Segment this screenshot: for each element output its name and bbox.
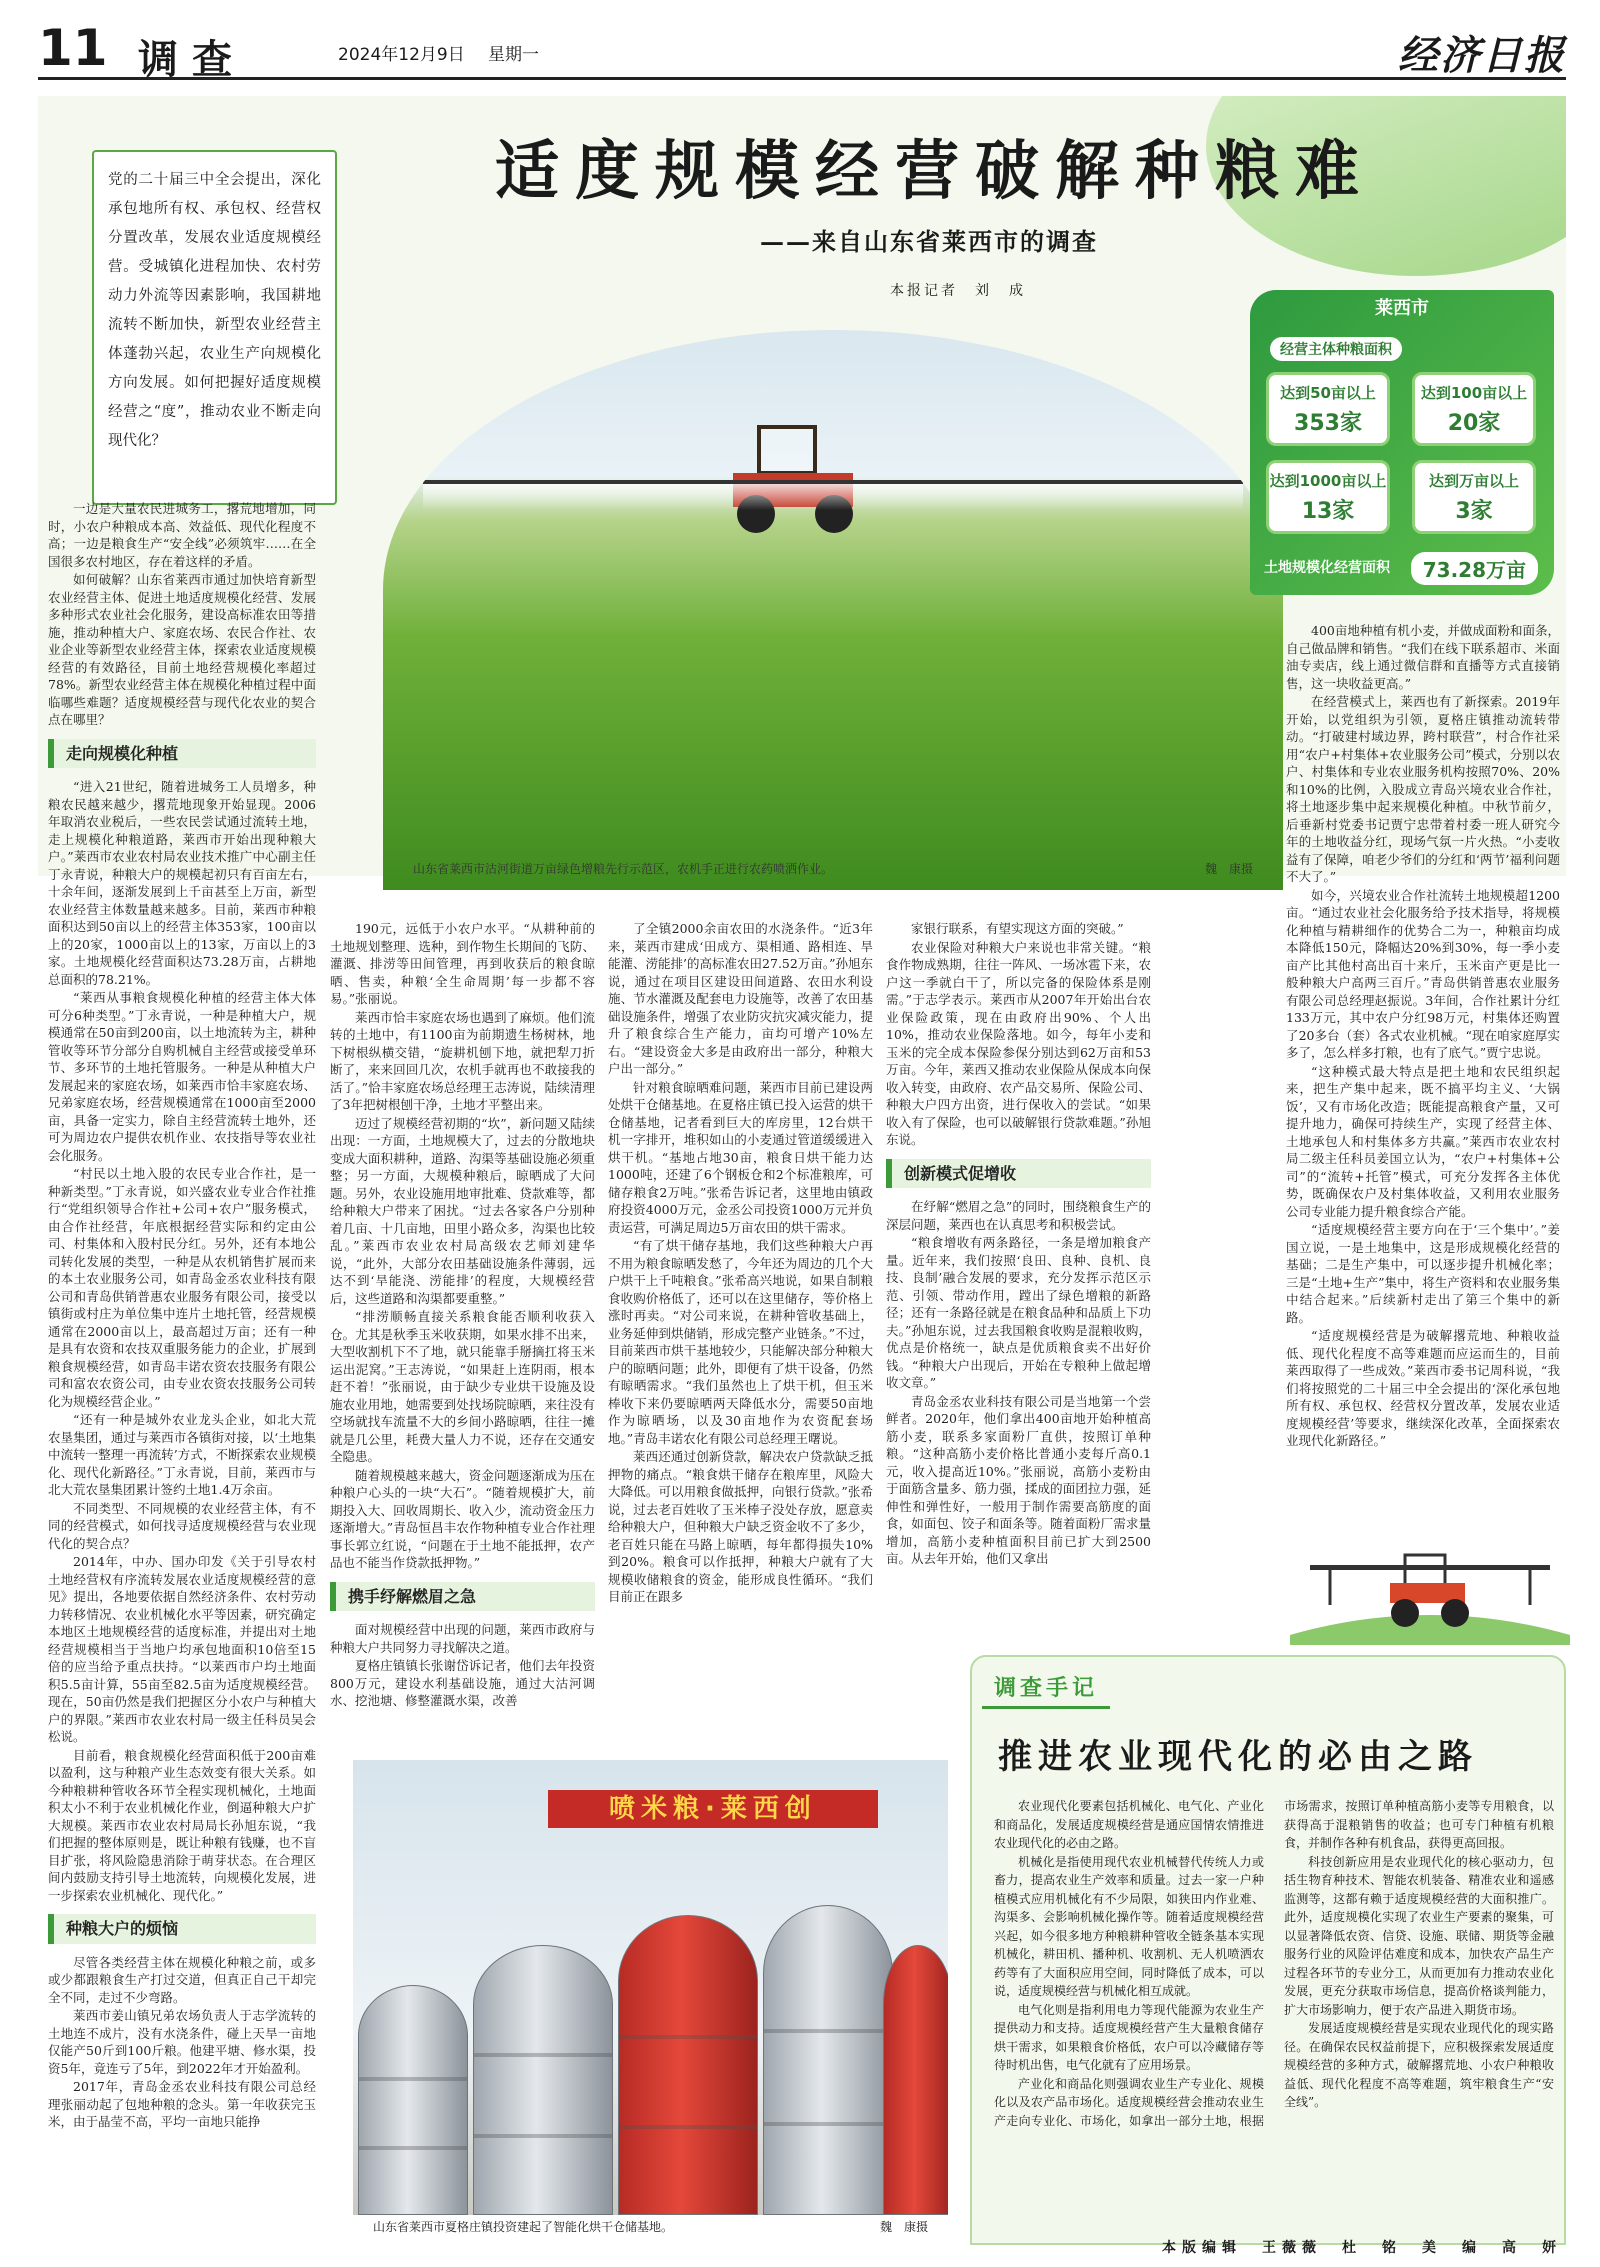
paragraph: 夏格庄镇镇长张谢岱诉记者，他们去年投资800万元，建设水利基础设施，通过大沽河调水、挖池塘、修整灌溉水渠，改善 (330, 1658, 595, 1708)
paragraph: 如今，兴境农业合作社流转土地规模超1200亩。“通过农业社会化服务给予技术指导，将规模化种植与精耕细作的优势合二为一，种粮亩均成本降低150元，降幅达20%到30%，每一季小麦亩产比其他村高出百十来斤，玉米亩产更是比一般种粮大户高两三百斤。”青岛供销普惠农业服务有限公司总经理赵振说。3年间，合作社累计分红133万元，其中农户分红98万元，村集体还购置了20多台（套）各式农业机械。“现在咱家庭厚实多了，怎么样多打粮，也有了底气。”贾宁忠说。 (1286, 887, 1560, 1060)
stat-card (1412, 372, 1536, 446)
paragraph: 2017年，青岛金丞农业科技有限公司总经理张丽动起了包地种粮的念头。第一年收获完玉米，由于晶莹不高，平均一亩地只能挣 (48, 2079, 316, 2129)
stat-card (1412, 460, 1536, 534)
stat-label: 达到万亩以上 (1428, 472, 1519, 490)
stat-card (1266, 372, 1390, 446)
paragraph: 2014年，中办、国办印发《关于引导农村土地经营权有序流转发展农业适度规模经营的意见》提出，各地要依据自然经济条件、农村劳动力转移情况、农业机械化水平等因素，研究确定本地区土地规模经营的适度标准，并提出对土地经营规模相当于当地户均承包地面积10倍至15倍的应当给予重点扶持。“以莱西市户均土地面积5.5亩计算，55亩至82.5亩为适度规模经营。现在，50亩仍然是我们把握区分小农户与种植大户的界限。”莱西市农业农村局一级主任科员吴会松说。 (48, 1554, 316, 1744)
paragraph: 青岛金丞农业科技有限公司是当地第一个尝鲜者。2020年，他们拿出400亩地开始种植高筋小麦，联系多家面粉厂直供，按照订单种粮。“这种高筋小麦价格比普通小麦每斤高0.1元，收入提高近10%。”张丽说，高筋小麦粉由于面筋含量多、筋力强，揉成的面团拉力强，延伸性和弹性好，一般用于制作需要高筋度的面食，如面包、饺子和面条等。随着面粉厂需求量增加，高筋小麦种植面积目前已扩大到2500亩。从去年开始，他们又拿出 (886, 1393, 1151, 1566)
paragraph: 莱西市姜山镇兄弟农场负责人于志学流转的土地连不成片，没有水浇条件，碰上天旱一亩地仅能产50斤到100斤粮。他建平塘、修水渠，投资5年，竟连亏了5年，到2022年才开始盈利。 (48, 2008, 316, 2076)
paragraph: 了全镇2000余亩农田的水浇条件。“近3年来，莱西市建成‘田成方、渠相通、路相连、旱能灌、涝能排’的高标准农田27.52万亩。”孙旭东说，通过在项目区建设田间道路、农田水利设施、节水灌溉及配套电力设施等，改善了农田基础设施条件，增强了农业防灾抗灾减灾能力，提升了粮食综合生产能力，亩均可增产10%左右。“建设资金大多是由政府出一部分，种粮大户出一部分。” (608, 921, 873, 1076)
main-photo-credit: 魏 康摄 (1204, 862, 1253, 876)
stat-label: 达到1000亩以上 (1269, 472, 1387, 490)
paragraph: 如何破解？山东省莱西市通过加快培育新型农业经营主体、促进土地适度规模化经营、发展多种形式农业社会化服务，建设高标准农田等措施，推动种植大户、家庭农场、农民合作社、农业企业等新型农业经营主体，探索农业适度规模经营的有效路径，目前土地经营规模化率超过78%。新型农业经营主体在规模化种植过程中面临哪些难题？适度规模经营与现代化农业的契合点在哪里？ (48, 572, 316, 727)
stat-card (1266, 460, 1390, 534)
lower-photo-caption-text: 山东省莱西市夏格庄镇投资建起了智能化烘干仓储基地。 (373, 2220, 674, 2234)
paragraph: “村民以土地入股的农民专业合作社，是一种新类型。”丁永青说，如兴盛农业专业合作社推行“党组织领导合作社+公司+农户”服务模式，由合作社经营，年底根据经营实际和约定由公司、村集体和入股村民分红。另外，还有本地公司转化发展的类型，一种是从农机销售扩展而来的本土农业服务公司，如青岛金丞农业科技有限公司和青岛供销普惠农业服务有限公司，接受以镇街或村庄为单位集中连片土地托管，经营规模通常在2000亩以上，最高超过万亩；还有一种是具有农资和农技双重服务能力的企业，扩展到粮食规模经营，如青岛丰诺农资农技服务有限公司和富农农资公司，由专业农资农技服务公司转化为规模经营企业。” (48, 1166, 316, 1409)
stat-value: 20家 (1447, 411, 1501, 436)
stat-value: 353家 (1294, 411, 1362, 436)
article-column-2 (330, 920, 595, 1750)
paragraph: 家银行联系，有望实现这方面的突破。” (911, 921, 1124, 936)
paragraph: 一边是大量农民进城务工，撂荒地增加，同时，小农户种粮成本高、效益低、现代化程度不高；一边是粮食生产“安全线”必须筑牢……在全国很多农村地区，存在着这样的矛盾。 (48, 501, 316, 569)
paragraph: 在经营模式上，莱西也有了新探索。2019年开始，以党组织为引领，夏格庄镇推动流转带动。“打破建村域边界，跨村联营”，村合作社采用“农户+村集体+农业服务公司”模式，分别以农户、村集体和专业农业服务机构按照70%、20%和10%的比例，入股成立青岛兴境农业合作社，将土地逐步集中起来规模化种植。中秋节前夕，后垂新村党委书记贾宁忠带着村委一班人研究今年的土地收益分红，现场气氛一片火热。“小麦收益有了保障，咱老少爷们的分红和‘两节’福利问题不大了。” (1286, 694, 1560, 884)
paragraph: “莱西从事粮食规模化种植的经营主体大体可分6种类型。”丁永青说，一种是种植大户，规模通常在50亩到200亩，以土地流转为主，耕种管收等环节分部分自购机械自主经营或接受单环节、多环节的土地托管服务。一种是从种植大户发展起来的家庭农场，如莱西市恰丰家庭农场、兄弟家庭农场，经营规模通常在1000亩至2000亩，具备一定实力，除自主经营流转土地外，还可为周边农户提供农机作业、农技指导等农业社会化服务。 (48, 990, 316, 1163)
paragraph: 农业保险对种粮大户来说也非常关键。“粮食作物成熟期，往往一阵风、一场冰雹下来，农户这一季就白干了，所以完备的保险体系是刚需。”于志学表示。莱西市从2007年开始出台农业保险政策，现在由政府出90%、个人出10%，推动农业保险落地。如今，每年小麦和玉米的完全成本保险参保分别达到62万亩和53万亩。今年，莱西又推动农业保险从保成本向保收入转变，由政府、农产品交易所、保险公司、种粮大户四方出资，进行保收入的尝试。“如果收入有了保险，也可以破解银行贷款难题。”孙旭东说。 (886, 939, 1151, 1147)
section-heading: 携手纾解燃眉之急 (330, 1582, 595, 1612)
paragraph: 农业现代化要素包括机械化、电气化、产业化和商品化，发展适度规模经营是通应国情农情推进农业现代化的必由之路。 (994, 1799, 1264, 1850)
paragraph: “这种模式最大特点是把土地和农民组织起来，把生产集中起来，既不搞平均主义、‘大锅饭’，又有市场化改造；既能提高粮食产量，又可提升地力，确保可持续生产，实现了经营主体、土地承包人和村集体多方共赢。”莱西市农业农村局二级主任科员姜国立认为，“农户+村集体+公司”的“流转+托管”模式，可充分发挥各主体优势，既确保农户及村集体收益，又利用农业服务公司专业能力提升粮食综合产能。 (1286, 1063, 1560, 1219)
paragraph: 莱西还通过创新贷款，解决农户贷款缺乏抵押物的痛点。“粮食烘干储存在粮库里，风险大大降低。可以用粮食做抵押，向银行贷款。”张希说，过去老百姓收了玉米棒子没处存放，愿意卖给种粮大户，但种粮大户缺乏资金收不了多少，老百姓只能在马路上晾晒，每年都得损失10%到20%。粮食可以作抵押，种粮大户就有了大规模收储粮食的资金，能形成良性循环。“我们目前正在跟多 (608, 1449, 873, 1604)
main-photo-caption (383, 860, 1283, 877)
issue-date: 2024年12月9日 (338, 45, 465, 65)
land-scale-value: 73.28万亩 (1411, 552, 1538, 585)
intro-box: 党的二十届三中全会提出，深化承包地所有权、承包权、经营权分置改革，发展农业适度规模经营。受城镇化进程加快、农村劳动力外流等因素影响，我国耕地流转不断加快，新型农业经营主体蓬勃兴起，农业生产向规模化方向发展。如何把握好适度规模经营之“度”，推动农业不断走向现代化？ (92, 150, 337, 505)
paragraph: 科技创新应用是农业现代化的核心驱动力，包括生物育种技术、智能农机装备、精准农业和遥感监测等，这都有赖于适度规模经营的大面积推广。此外，适度规模化实现了农业生产要素的聚集，可以显著降低农资、信贷、设施、联储、期货等金融服务行业的风险评估难度和成本，加快农产品生产过程各环节的专业分工，从而更加有力推动农业化发展，更充分获取市场信息，提高价格谈判能力，扩大市场影响力，便于农产品进入期货市场。 (1284, 1854, 1554, 2017)
paragraph: 随着规模越来越大，资金问题逐渐成为压在种粮户心头的一块“大石”。“随着规模扩大，前期投入大、回收周期长、收入少，流动资金压力逐渐增大。”青岛恒昌丰农作物种植专业合作社理事长郭立红说，“问题在于土地不能抵押，农产品也不能当作贷款抵押物。” (330, 1467, 595, 1570)
headline: 适度规模经营破解种粮难 (495, 135, 1375, 209)
paragraph: 莱西市恰丰家庭农场也遇到了麻烦。他们流转的土地中，有1100亩为前期遗生杨树林，地下树根纵横交错，“旋耕机刨下地，就把犁刀折断了，来来回回几次，农机手就再也不敢接我的活了。”恰丰家庭农场总经理王志涛说，陆续清理了3年把树根刨干净，土地才平整出来。 (330, 1009, 595, 1112)
page-header (38, 18, 1566, 83)
paragraph: 发展适度规模经营是实现农业现代化的现实路径。在确保农民权益前提下，应积极探索发展适度规模经营的多种方式，破解撂荒地、小农户种粮收益低、现代化程度不高等难题，筑牢粮食生产“安全线”。 (1284, 2021, 1554, 2109)
silo (763, 1905, 893, 2215)
section-heading: 创新模式促增收 (886, 1159, 1151, 1189)
silo (358, 1985, 468, 2215)
stats-panel (1250, 290, 1554, 595)
paragraph: 面对规模经营中出现的问题，莱西市政府与种粮大户共同努力寻找解决之道。 (330, 1622, 595, 1655)
section-title: 调查 (138, 37, 246, 83)
byline: 本报记者 刘 成 (890, 283, 1026, 299)
editorial-body (994, 1797, 1554, 2130)
article-column-4 (886, 920, 1151, 1645)
paragraph: 尽管各类经营主体在规模化种粮之前，或多或少都跟粮食生产打过交道，但真正自己干却完全不同，走过不少弯路。 (48, 1954, 316, 2005)
paragraph: 机械化是指使用现代农业机械替代传统人力或畜力，提高农业生产效率和质量。过去一家一户种植模式应用机械化有不少局限，如狭田内作业难、沟渠多、会影响机械化操作等。随着适度规模经营兴起，如今很多地方种粮耕种管收全链条基本实现机械化，耕田机、播种机、收割机、无人机喷洒农药等有了大面积应用空间，同时降低了成本，可以说，适度规模经营与机械化相互成就。 (994, 1854, 1264, 1998)
paragraph: 产业化和商品化则强调农业生产专业化、规模化以及农产品市场化。适度规模经营会推动农业生产走向专业化、市场化，如拿出一部分土地，根据市场需求，按照订单种植高筋小麦等专用粮食，以获得高于混粮销售的收益；也可专门种植有机粮食，并制作各种有机食品，获得更高回报。 (994, 1799, 1554, 2128)
page-credits: 本版编辑 王薇薇 杜 铭 美 编 高 妍 (1162, 2240, 1562, 2256)
main-photo-caption-text: 山东省莱西市沽河街道万亩绿色增粮先行示范区，农机手正进行农药喷洒作业。 (413, 862, 834, 876)
paragraph: “适度规模经营主要方向在于‘三个集中’。”姜国立说，一是土地集中，这是形成规模化经营的基础；二是生产集中，可以逐步提升机械化率；三是“土地+生产”集中，将生产资料和农业服务集中结合起来。”后续新村走出了第三个集中的新路。 (1286, 1222, 1560, 1325)
lower-photo-caption (353, 2218, 948, 2235)
silo-red (883, 1945, 948, 2215)
paragraph: 针对粮食晾晒难问题，莱西市目前已建设两处烘干仓储基地。在夏格庄镇已投入运营的烘干仓储基地，记者看到巨大的库房里，12台烘干机一字排开，堆积如山的小麦通过管道缓缓进入烘干机。“基地占地30亩，粮食日烘干能力达1000吨，还建了6个钢板仓和2个标准粮库，可储存粮食2万吨。”张希告诉记者，这里地由镇政府投资4000万元，金丞公司投资1000万元并负责运营，可满足周边5万亩农田的烘干需求。 (608, 1079, 873, 1235)
paragraph: 不同类型、不同规模的农业经营主体，有不同的经营模式，如何找寻适度规模经营与农业现代化的契合点？ (48, 1500, 316, 1551)
lower-photo-credit: 魏 康摄 (879, 2220, 928, 2234)
paragraph: 400亩地种植有机小麦，并做成面粉和面条，自己做品牌和销售。“我们在线下联系超市、米面油专卖店，线上通过微信群和直播等方式直接销售，这一块收益更高。” (1286, 623, 1560, 691)
subheadline: ——来自山东省莱西市的调查 (760, 227, 1098, 256)
paragraph: 在纾解“燃眉之急”的同时，围绕粮食生产的深层问题，莱西也在认真思考和积极尝试。 (886, 1199, 1151, 1232)
paragraph: “还有一种是城外农业龙头企业，如北大荒农垦集团，通过与莱西市各镇街对接，以‘土地集中流转一整理一再流转’方式，不断探索农业规模化、现代化新路径。”丁永青说，目前，莱西市与北大荒农垦集团累计签约土地1.4万余亩。 (48, 1412, 316, 1497)
stat-label: 达到50亩以上 (1280, 384, 1376, 402)
tractor-sprayer-illustration (1290, 1525, 1570, 1645)
issue-weekday: 星期一 (488, 45, 539, 65)
tractor-field-photo (383, 330, 1283, 890)
grain-silos-photo (353, 1760, 948, 2215)
paragraph: 190元，远低于小农户水平。“从耕种前的土地规划整理、选种，到作物生长期间的飞防、灌溉、排涝等田间管理，再到收获后的粮食晾晒、售卖，种粮‘全生命周期’每一步都不容易。”张丽说。 (330, 921, 595, 1006)
article-column-3 (608, 920, 873, 1750)
silo-sign: 喷米粮·莱西创 (548, 1790, 878, 1828)
article-column-1 (48, 500, 316, 2260)
paragraph: “粮食增收有两条路径，一条是增加粮食产量。近年来，我们按照‘良田、良种、良机、良技、良制’融合发展的要求，充分发挥示范区示范、引领、带动作用，蹚出了绿色增粮的新路径；还有一条路径就是在粮食品种和品质上下功夫。”孙旭东说，过去我国粮食收购是混粮收购，优点是价格统一，缺点是优质粮食卖不出好价钱。“种粮大户出现后，开始在专粮种上做起增收文章。” (886, 1235, 1151, 1390)
stat-value: 3家 (1455, 499, 1493, 524)
stat-label: 达到100亩以上 (1420, 384, 1528, 402)
stat-value: 13家 (1301, 499, 1355, 524)
paragraph: 电气化则是指利用电力等现代能源为农业生产提供动力和支持。适度规模经营产生大量粮食储存烘干需求，如果粮食价格低，农户可以冷藏储存等待时机出售，电气化就有了应用场景。 (994, 2002, 1264, 2072)
article-column-5 (1286, 622, 1560, 1527)
editorial-box (970, 1655, 1566, 2245)
stats-scale-title: 经营主体种粮面积 (1270, 337, 1402, 361)
page-number: 11 (38, 19, 108, 77)
paragraph: 迈过了规模经营初期的“坎”，新问题又陆续出现：一方面，土地规模大了，过去的分散地块变成大面积耕种，道路、沟渠等基础设施必须重整；另一方面，大规模种粮后，晾晒成了大问题。另外，农业设施用地审批难、贷款难等，都给种粮大户带来了困扰。“过去各家各户分别种着几亩、十几亩地，田里小路众多，沟渠也比较乱。”莱西市农业农村局高级农艺师刘建华说，“此外，大部分农田基础设施条件薄弱，远达不到‘旱能浇、涝能排’的程度，大规模经营后，这些道路和沟渠都要重整。” (330, 1115, 595, 1306)
paragraph: “有了烘干储存基地，我们这些种粮大户再不用为粮食晾晒发愁了，今年还为周边的几个大户烘干上千吨粮食。”张希高兴地说，如果自制粮食收购价格低了，还可以在这里储存，等价格上涨时再卖。“对公司来说，在耕种管收基础上，业务延伸到烘储销，形成完整产业链条。”不过，目前莱西市烘干基地较少，只能解决部分种粮大户的晾晒问题；此外，即便有了烘干设备，仍然有晾晒需求。“我们虽然也上了烘干机，但玉米棒收下来仍要晾晒两天降低水分，需要50亩地作为晾晒场，以及30亩地作为农资配套场地。”青岛丰诺农化有限公司总经理王曙说。 (608, 1238, 873, 1446)
land-scale-label: 土地规模化经营面积 (1264, 560, 1390, 576)
silo (473, 1945, 613, 2215)
paragraph: “排涝顺畅直接关系粮食能否顺利收获入仓。尤其是秋季玉米收获期，如果水排不出来，大型收割机下不了地，就只能靠手掰摘扛将玉米运出泥窝。”王志涛说，“如果赶上连阴雨，根本赶不着！”张丽说，由于缺少专业烘干设施及设施农业用地，她需要到处找场院晾晒，来往没有空场就找车流量不大的乡间小路晾晒，往往一摊就是几公里，耗费大量人力不说，还存在交通安全隐患。 (330, 1309, 595, 1464)
section-heading: 种粮大户的烦恼 (48, 1914, 316, 1944)
stats-city: 莱西市 (1375, 298, 1429, 319)
editorial-label: 调查手记 (982, 1667, 1110, 1709)
silo-red (618, 1915, 758, 2215)
paragraph: “进入21世纪，随着进城务工人员增多，种粮农民越来越少，撂荒地现象开始显现。2006年取消农业税后，一些农民尝试通过流转土地，走上规模化种粮道路，莱西市开始出现种粮大户。”莱西市农业农村局农业技术推广中心副主任丁永青说，种粮大户的规模起初只有百亩左右，十余年间，逐渐发展到上千亩甚至上万亩，新型农业经营主体数量越来越多。目前，莱西市种粮面积达到50亩以上的经营主体353家，100亩以上的20家，1000亩以上的13家，万亩以上的3家。土地规模化经营面积达73.28万亩，占耕地总面积的78.21%。 (48, 779, 316, 987)
paragraph: “适度规模经营是为破解撂荒地、种粮收益低、现代化程度不高等难题而应运而生的，目前莱西取得了一些成效。”莱西市委书记周科说，“我们将按照党的二十届三中全会提出的‘深化承包地所有权、承包权、经营权分置改革，发展农业适度规模经营’等要求，继续深化改革，全面探索农业现代化新路径。” (1286, 1328, 1560, 1448)
paragraph: 目前看，粮食规模化经营面积低于200亩难以盈利，这与种粮产业生态效变有很大关系。如今种粮耕种管收各环节全程实现机械化，土地面积太小不利于农业机械化作业，倒逼种粮大户扩大规模。莱西市农业农村局局长孙旭东说，“我们把握的整体原则是，既让种粮有钱赚，也不盲目扩张，将风险隐患消除于萌芽状态。在合理区间内鼓励支持引导土地流转，向规模化发展，进一步探索农业机械化、现代化。” (48, 1747, 316, 1903)
spray-mist (423, 484, 1243, 510)
section-heading: 走向规模化种植 (48, 739, 316, 769)
editorial-title: 推进农业现代化的必由之路 (998, 1737, 1478, 1777)
masthead-logo: 经济日报 (1398, 32, 1566, 79)
